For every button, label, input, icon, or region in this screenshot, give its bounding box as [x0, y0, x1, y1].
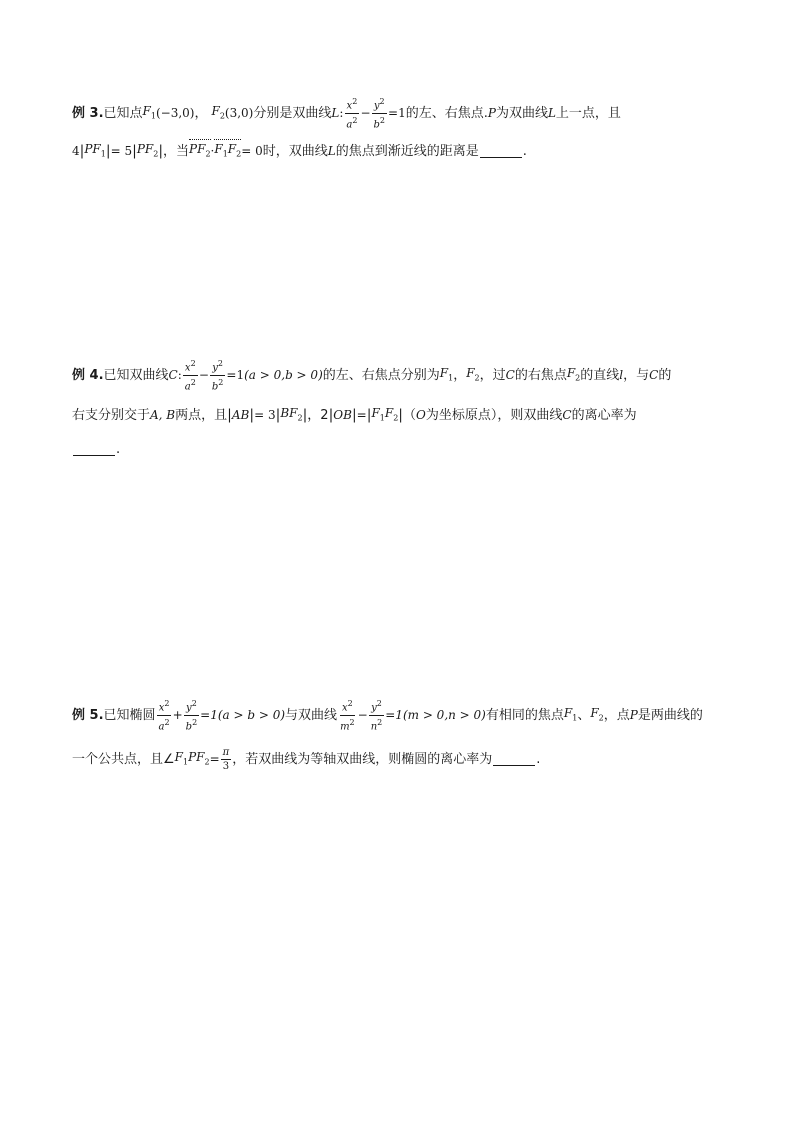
fraction-x2-a2: $\frac{x^2}{a^2}$: [158, 699, 170, 732]
answer-blank[interactable]: [480, 145, 522, 158]
problem-label: 例 4.: [72, 367, 104, 383]
fraction-y2-b2: $\frac{y^2}{b^2}$: [211, 359, 224, 392]
problem-3-line-1: 例 3. 已知点 $F_1$ (−3,0) ， $F_2$ (3,0) 分别是双曲线 L : $\frac{x^2}{a^2}$ − $\frac{y^2}{b^2}$ =1 的左、右焦点. P 为双曲线 L 上一点，且: [72, 97, 621, 130]
problem-4-line-2: 右支分别交于 A, B 两点，且 | AB | = 3 | $BF_2$ | ，2 | OB | = | $F_1F_2$ | （ O 为坐标原点），则双曲线 C 的离心率为: [72, 406, 637, 423]
problem-5-line-2: 一个公共点，且∠ $F_1PF_2$ = $\frac{\pi}{3}$ ，若双曲线为等轴双曲线，则椭圆的离心率为 .: [72, 746, 541, 772]
problem-3-line-2: 4 | $PF_1$ | = 5 | $PF_2$ | ，当 $PF_2$ · $F_1F_2$ = 0 时，双曲线 L 的焦点到渐近线的距离是 .: [72, 142, 527, 159]
answer-blank[interactable]: [73, 443, 115, 456]
problem-5-line-1: 例 5. 已知椭圆 $\frac{x^2}{a^2}$ + $\frac{y^2}{b^2}$ =1(a > b > 0) 与双曲线 $\frac{x^2}{m^2}$ − $\frac{y^2}{n^2}$ =1(m > 0,n > 0) 有相同的焦点 $F_1$ 、 $F_2$ ，点 P 是两曲线的: [72, 699, 703, 732]
vector-f1f2: $F_1F_2$: [214, 142, 242, 159]
answer-blank[interactable]: [493, 753, 535, 766]
fraction-x2-a2: $\frac{x^2}{a^2}$: [184, 359, 196, 392]
fraction-x2-m2: $\frac{x^2}{m^2}$: [340, 699, 355, 732]
fraction-y2-n2: $\frac{y^2}{n^2}$: [370, 699, 383, 732]
problem-4-line-1: 例 4. 已知双曲线 C : $\frac{x^2}{a^2}$ − $\frac{y^2}{b^2}$ =1 (a > 0,b > 0) 的左、右焦点分别为 $F_1$ ， $F_2$ ，过 C 的右焦点 $F_2$ 的直线 l ，与 C 的: [72, 359, 672, 392]
fraction-y2-b2: $\frac{y^2}{b^2}$: [185, 699, 198, 732]
problem-label: 例 3.: [72, 105, 104, 121]
problem-4-line-3: .: [72, 432, 120, 466]
fraction-x2-a2: $\frac{x^2}{a^2}$: [346, 97, 358, 130]
fraction-pi-3: $\frac{\pi}{3}$: [222, 746, 230, 772]
fraction-y2-b2: $\frac{y^2}{b^2}$: [373, 97, 386, 130]
problem-label: 例 5.: [72, 707, 104, 723]
vector-pf2: $PF_2$: [189, 142, 211, 159]
